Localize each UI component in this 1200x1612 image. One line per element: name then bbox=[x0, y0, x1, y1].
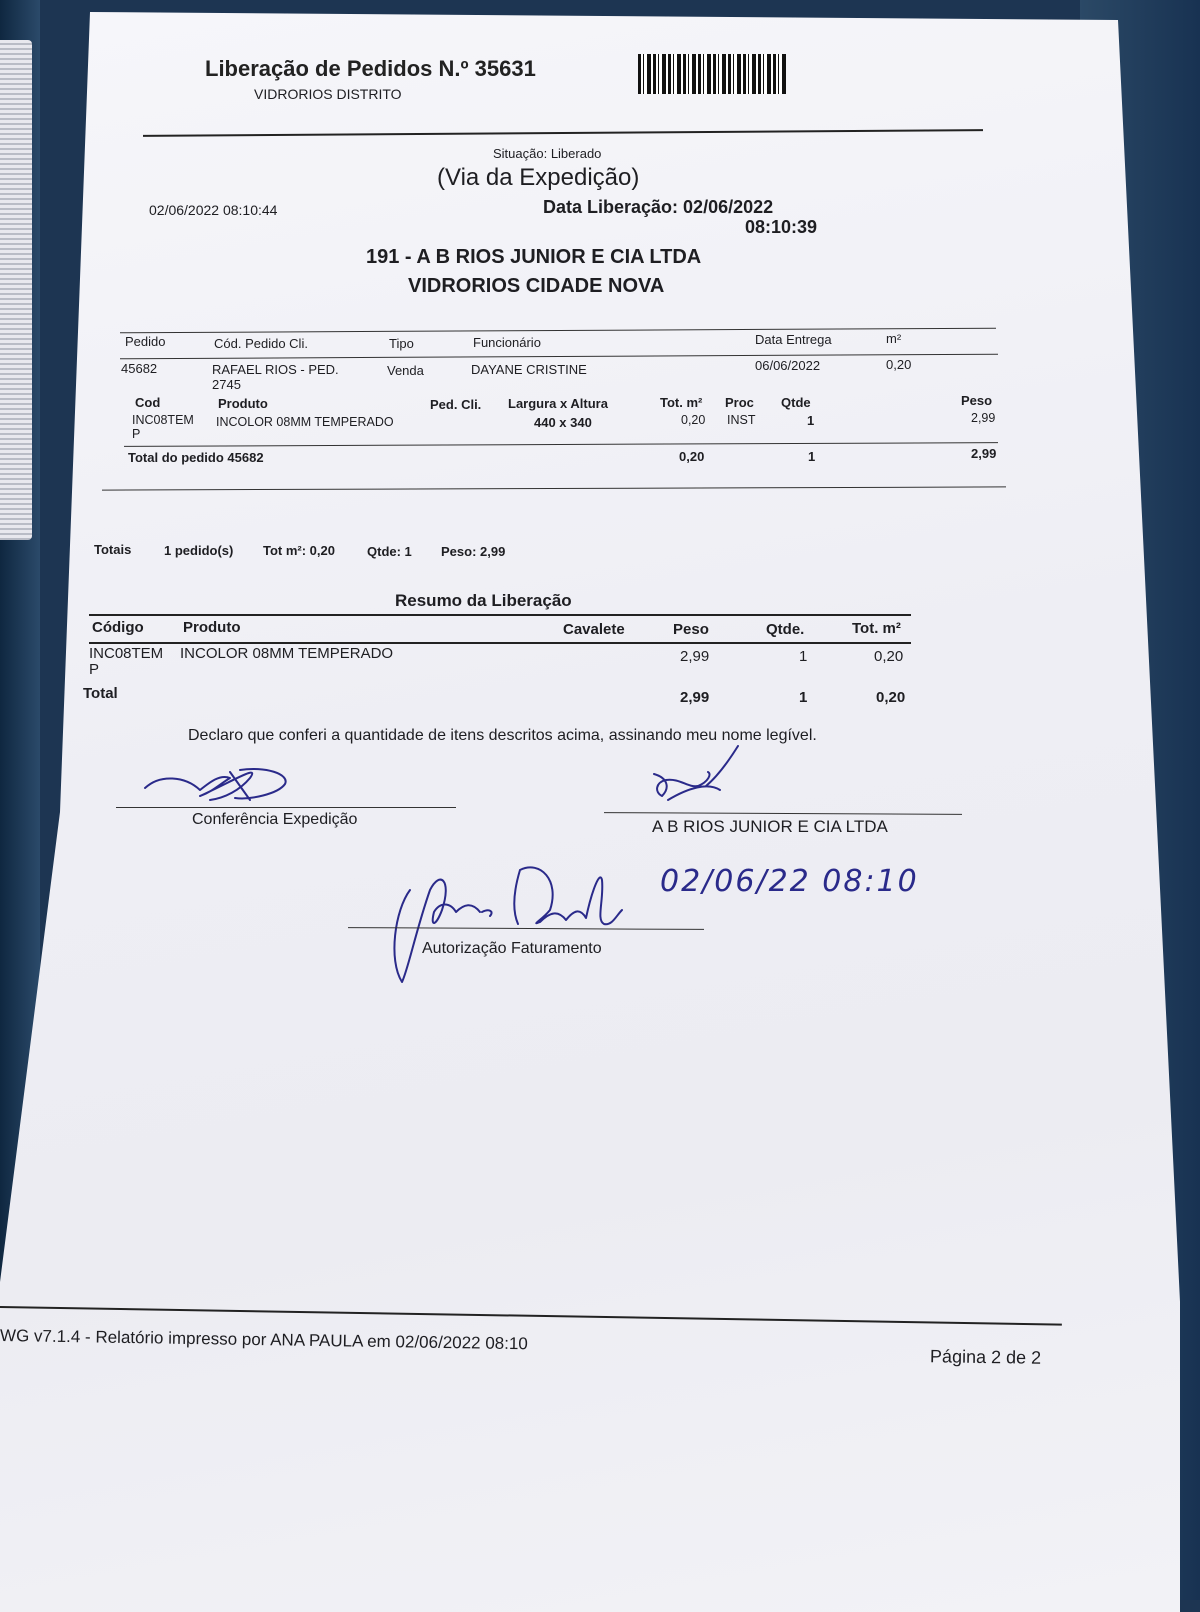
order-total-qtde: 1 bbox=[808, 449, 816, 464]
summary-col-codigo: Código bbox=[92, 619, 144, 636]
status-text: Situação: Liberado bbox=[493, 146, 602, 161]
col-funcionario: Funcionário bbox=[473, 335, 541, 350]
footer-report-info: WG v7.1.4 - Relatório impresso por ANA PAULA em 02/06/2022 08:10 bbox=[0, 1326, 528, 1354]
summary-col-produto: Produto bbox=[183, 619, 241, 636]
item-col-qtde: Qtde bbox=[781, 395, 811, 410]
totals-qtde: Qtde: 1 bbox=[367, 544, 412, 559]
item-qtde: 1 bbox=[807, 413, 815, 428]
col-cod-pedido-cli: Cód. Pedido Cli. bbox=[214, 336, 308, 351]
item-cod-2: P bbox=[132, 427, 141, 441]
printed-timestamp: 02/06/2022 08:10:44 bbox=[149, 202, 278, 218]
summary-tot-m2: 0,20 bbox=[874, 648, 904, 665]
client-name: 191 - A B RIOS JUNIOR E CIA LTDA bbox=[366, 246, 702, 268]
label-client: A B RIOS JUNIOR E CIA LTDA bbox=[652, 817, 888, 836]
summary-total-tot-m2: 0,20 bbox=[876, 689, 906, 706]
item-proc: INST bbox=[727, 413, 756, 427]
item-col-produto: Produto bbox=[218, 396, 268, 411]
item-cod-1: INC08TEM bbox=[132, 413, 194, 427]
summary-codigo-1: INC08TEM bbox=[89, 645, 164, 662]
summary-total-qtde: 1 bbox=[799, 689, 808, 706]
item-col-proc: Proc bbox=[725, 395, 754, 410]
summary-col-cavalete: Cavalete bbox=[563, 621, 625, 638]
declaration-text: Declaro que conferi a quantidade de itens descritos acima, assinando meu nome legível. bbox=[188, 727, 817, 744]
release-time: 08:10:39 bbox=[745, 217, 818, 237]
col-pedido: Pedido bbox=[125, 334, 166, 349]
via-text: (Via da Expedição) bbox=[437, 164, 640, 191]
summary-produto: INCOLOR 08MM TEMPERADO bbox=[180, 645, 394, 662]
document-title: Liberação de Pedidos N.º 35631 bbox=[205, 56, 536, 81]
client-branch: VIDRORIOS CIDADE NOVA bbox=[408, 275, 665, 297]
signature-client bbox=[648, 742, 748, 812]
item-tot-m2: 0,20 bbox=[681, 413, 706, 427]
totals-pedidos: 1 pedido(s) bbox=[164, 543, 234, 558]
col-tipo: Tipo bbox=[389, 336, 414, 351]
item-col-tot-m2: Tot. m² bbox=[660, 395, 703, 410]
order-total-peso: 2,99 bbox=[971, 446, 997, 461]
totals-label: Totais bbox=[94, 542, 132, 557]
order-data-entrega: 06/06/2022 bbox=[755, 358, 821, 373]
summary-title: Resumo da Liberação bbox=[395, 591, 572, 610]
summary-col-peso: Peso bbox=[673, 621, 709, 638]
order-total-m2: 0,20 bbox=[679, 449, 705, 464]
order-funcionario: DAYANE CRISTINE bbox=[471, 362, 587, 377]
order-total-label: Total do pedido 45682 bbox=[128, 450, 264, 465]
item-peso: 2,99 bbox=[971, 411, 996, 425]
item-col-cod: Cod bbox=[135, 395, 161, 410]
label-autorizacao: Autorização Faturamento bbox=[422, 940, 602, 957]
signature-conferencia bbox=[140, 760, 300, 810]
col-m2: m² bbox=[886, 331, 902, 346]
item-col-peso: Peso bbox=[961, 393, 993, 408]
handwritten-date: 02/06/22 08:10 bbox=[660, 864, 919, 899]
totals-m2: Tot m²: 0,20 bbox=[263, 543, 335, 558]
company-name: VIDRORIOS DISTRITO bbox=[254, 86, 402, 102]
label-conferencia: Conferência Expedição bbox=[192, 811, 358, 828]
order-pedido: 45682 bbox=[121, 361, 158, 376]
release-date: Data Liberação: 02/06/2022 bbox=[543, 197, 774, 217]
item-col-largura-altura: Largura x Altura bbox=[508, 396, 608, 411]
summary-top-rule bbox=[89, 614, 911, 616]
col-data-entrega: Data Entrega bbox=[755, 332, 832, 347]
summary-total-peso: 2,99 bbox=[680, 689, 710, 706]
summary-header-rule bbox=[89, 642, 911, 644]
summary-col-qtde: Qtde. bbox=[766, 621, 805, 638]
signature-autorizacao bbox=[390, 850, 640, 990]
item-dimensoes: 440 x 340 bbox=[534, 415, 592, 430]
order-cod-cli-1: RAFAEL RIOS - PED. bbox=[212, 362, 339, 377]
order-m2: 0,20 bbox=[886, 357, 912, 372]
summary-peso: 2,99 bbox=[680, 648, 710, 665]
page-number: Página 2 de 2 bbox=[929, 1346, 1042, 1368]
barcode bbox=[638, 54, 786, 94]
item-produto: INCOLOR 08MM TEMPERADO bbox=[216, 415, 394, 429]
totals-peso: Peso: 2,99 bbox=[441, 544, 506, 559]
summary-total-label: Total bbox=[83, 685, 118, 702]
summary-codigo-2: P bbox=[89, 661, 100, 678]
background-paper-stack bbox=[0, 40, 32, 540]
signature-line-conferencia bbox=[116, 807, 456, 808]
summary-col-tot-m2: Tot. m² bbox=[852, 620, 901, 637]
summary-qtde: 1 bbox=[799, 648, 808, 665]
order-tipo: Venda bbox=[387, 363, 424, 378]
item-col-ped-cli: Ped. Cli. bbox=[430, 397, 482, 412]
order-cod-cli-2: 2745 bbox=[212, 377, 241, 392]
